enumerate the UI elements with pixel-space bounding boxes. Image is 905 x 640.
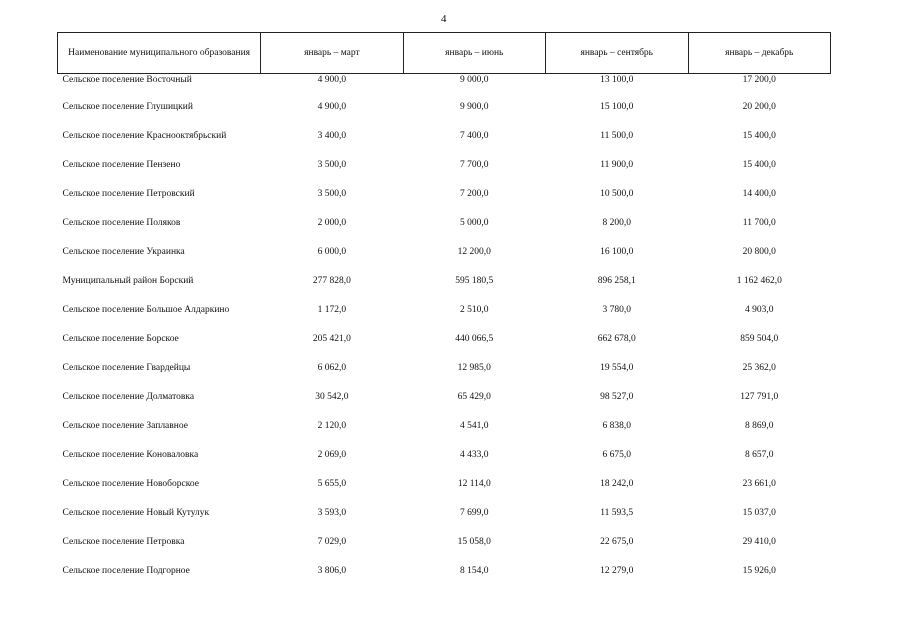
municipality-name-cell: Сельское поселение Подгорное: [62, 566, 190, 576]
table-row: [58, 421, 831, 450]
jan-sep-cell: 662 678,0: [597, 334, 636, 344]
table-row: [58, 131, 831, 160]
jan-mar-cell: 2 120,0: [317, 421, 347, 431]
municipality-name-cell: Сельское поселение Краснооктябрьский: [62, 131, 227, 141]
jan-dec-cell: 17 200,0: [742, 75, 776, 85]
municipality-name-cell: Муниципальный район Борский: [62, 276, 194, 286]
jan-dec-cell: 20 800,0: [742, 247, 776, 257]
jan-sep-cell: 18 242,0: [600, 479, 634, 489]
table-row: [58, 450, 831, 479]
municipality-name-cell: Сельское поселение Пензено: [62, 160, 181, 170]
jan-mar-cell: 30 542,0: [315, 392, 349, 402]
municipality-name-cell: Сельское поселение Новый Кутулук: [62, 508, 210, 518]
table-row: [58, 566, 831, 595]
jan-sep-cell: 98 527,0: [600, 392, 634, 402]
jan-dec-cell: 25 362,0: [742, 363, 776, 373]
page-number: 4: [441, 13, 447, 25]
jan-sep-cell: 6 838,0: [602, 421, 631, 431]
header-jan-jun: январь – июнь: [403, 33, 545, 74]
jan-jun-cell: 12 985,0: [457, 363, 491, 373]
jan-jun-cell: 595 180,5: [455, 276, 494, 286]
jan-mar-cell: 2 069,0: [317, 450, 347, 460]
jan-dec-cell: 4 903,0: [745, 305, 774, 315]
jan-mar-cell: 7 029,0: [317, 537, 347, 547]
jan-sep-cell: 10 500,0: [600, 189, 634, 199]
jan-mar-cell: 2 000,0: [317, 218, 347, 228]
municipality-name-cell: Сельское поселение Украинка: [62, 247, 185, 257]
header-municipality-name: Наименование муниципального образования: [58, 33, 261, 74]
jan-sep-cell: 11 593,5: [600, 508, 634, 518]
jan-dec-cell: 15 400,0: [742, 131, 776, 141]
municipality-name-cell: Сельское поселение Коноваловка: [62, 450, 199, 460]
jan-dec-cell: 15 037,0: [742, 508, 776, 518]
municipality-name-cell: Сельское поселение Новоборское: [62, 479, 199, 489]
jan-jun-cell: 7 699,0: [460, 508, 489, 518]
jan-mar-cell: 277 828,0: [312, 276, 351, 286]
municipality-name-cell: Сельское поселение Заплавное: [62, 421, 188, 431]
jan-jun-cell: 2 510,0: [460, 305, 489, 315]
header-jan-dec: январь – декабрь: [688, 33, 831, 74]
jan-sep-cell: 12 279,0: [600, 566, 634, 576]
jan-dec-cell: 1 162 462,0: [736, 276, 782, 286]
jan-jun-cell: 7 700,0: [460, 160, 489, 170]
table-row: [58, 247, 831, 276]
jan-mar-cell: 3 806,0: [317, 566, 347, 576]
jan-dec-cell: 29 410,0: [742, 537, 776, 547]
jan-jun-cell: 4 541,0: [460, 421, 489, 431]
jan-jun-cell: 9 000,0: [460, 75, 489, 85]
table-header-row: [58, 33, 831, 74]
jan-mar-cell: 3 500,0: [317, 189, 347, 199]
jan-mar-cell: 1 172,0: [317, 305, 347, 315]
jan-dec-cell: 859 504,0: [740, 334, 779, 344]
jan-jun-cell: 65 429,0: [457, 392, 491, 402]
table-row: [58, 537, 831, 566]
jan-mar-cell: 6 062,0: [317, 363, 347, 373]
jan-dec-cell: 14 400,0: [742, 189, 776, 199]
table-row: [58, 276, 831, 305]
table-row: [58, 74, 831, 103]
jan-jun-cell: 12 114,0: [457, 479, 491, 489]
jan-dec-cell: 15 926,0: [742, 566, 776, 576]
jan-mar-cell: 3 500,0: [317, 160, 347, 170]
jan-sep-cell: 6 675,0: [602, 450, 631, 460]
jan-mar-cell: 4 900,0: [317, 102, 347, 112]
jan-dec-cell: 15 400,0: [742, 160, 776, 170]
jan-sep-cell: 22 675,0: [600, 537, 634, 547]
budget-table: [57, 32, 831, 595]
jan-jun-cell: 7 400,0: [460, 131, 489, 141]
jan-jun-cell: 440 066,5: [455, 334, 494, 344]
table-row: [58, 189, 831, 218]
table-row: [58, 479, 831, 508]
jan-jun-cell: 4 433,0: [460, 450, 489, 460]
jan-mar-cell: 3 593,0: [317, 508, 347, 518]
jan-mar-cell: 3 400,0: [317, 131, 347, 141]
table-row: [58, 305, 831, 334]
table-row: [58, 363, 831, 392]
jan-sep-cell: 16 100,0: [600, 247, 634, 257]
jan-dec-cell: 127 791,0: [740, 392, 779, 402]
table-row: [58, 218, 831, 247]
jan-sep-cell: 19 554,0: [600, 363, 634, 373]
jan-dec-cell: 8 657,0: [745, 450, 774, 460]
jan-sep-cell: 8 200,0: [602, 218, 631, 228]
jan-mar-cell: 5 655,0: [317, 479, 347, 489]
jan-jun-cell: 12 200,0: [457, 247, 491, 257]
municipality-name-cell: Сельское поселение Долматовка: [62, 392, 195, 402]
table-row: [58, 392, 831, 421]
jan-dec-cell: 20 200,0: [742, 102, 776, 112]
jan-jun-cell: 5 000,0: [460, 218, 489, 228]
jan-jun-cell: 9 900,0: [460, 102, 489, 112]
table-row: [58, 102, 831, 131]
municipality-name-cell: Сельское поселение Борское: [62, 334, 179, 344]
table-row: [58, 334, 831, 363]
jan-sep-cell: 11 500,0: [600, 131, 634, 141]
jan-sep-cell: 896 258,1: [597, 276, 636, 286]
jan-mar-cell: 4 900,0: [317, 75, 347, 85]
jan-dec-cell: 11 700,0: [742, 218, 776, 228]
header-jan-mar: январь – март: [261, 33, 403, 74]
municipality-name-cell: Сельское поселение Петровка: [62, 537, 185, 547]
jan-mar-cell: 205 421,0: [312, 334, 351, 344]
header-jan-sep: январь – сентябрь: [545, 33, 688, 74]
jan-sep-cell: 15 100,0: [600, 102, 634, 112]
table-row: [58, 160, 831, 189]
municipality-name-cell: Сельское поселение Гвардейцы: [62, 363, 191, 373]
table-body: [58, 74, 831, 596]
municipality-name-cell: Сельское поселение Восточный: [62, 75, 192, 85]
jan-jun-cell: 15 058,0: [457, 537, 491, 547]
municipality-name-cell: Сельское поселение Глушицкий: [62, 102, 193, 112]
municipality-name-cell: Сельское поселение Большое Алдаркино: [62, 305, 230, 315]
table-row: [58, 508, 831, 537]
municipality-name-cell: Сельское поселение Поляков: [62, 218, 181, 228]
jan-mar-cell: 6 000,0: [317, 247, 347, 257]
jan-dec-cell: 23 661,0: [742, 479, 776, 489]
jan-jun-cell: 7 200,0: [460, 189, 489, 199]
jan-dec-cell: 8 869,0: [745, 421, 774, 431]
jan-sep-cell: 13 100,0: [600, 75, 634, 85]
jan-sep-cell: 3 780,0: [602, 305, 631, 315]
municipality-name-cell: Сельское поселение Петровский: [62, 189, 195, 199]
jan-jun-cell: 8 154,0: [460, 566, 489, 576]
jan-sep-cell: 11 900,0: [600, 160, 634, 170]
